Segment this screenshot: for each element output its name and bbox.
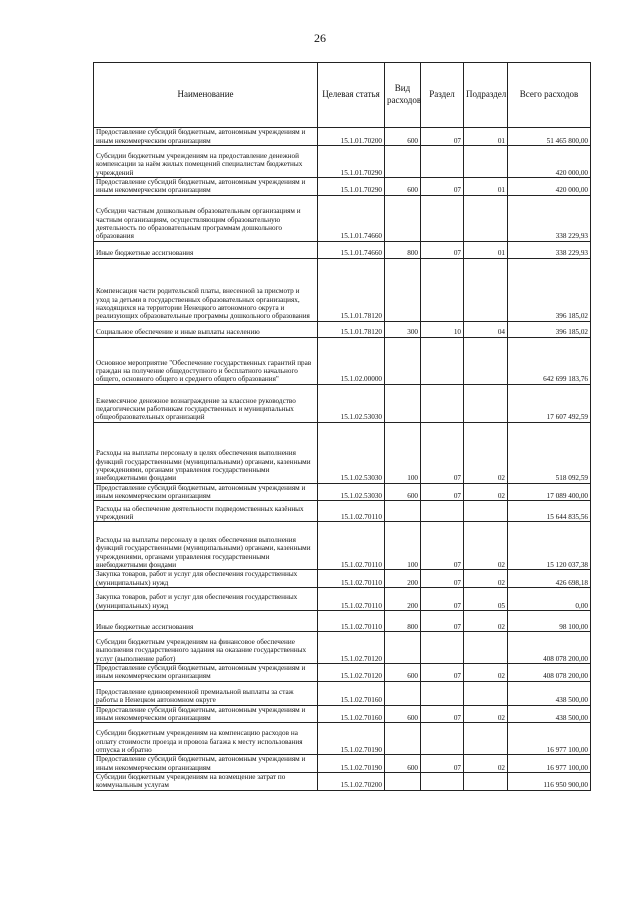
- table-row: [94, 632, 591, 664]
- row-total: 338 229,93: [508, 241, 591, 258]
- row-subsection: [464, 384, 508, 422]
- row-target-article: 15.1.02.70160: [318, 705, 385, 723]
- row-name: Субсидии бюджетным учреждениям на предоставление денежной компенсации за наём жилых помещений специалистам бюджетных учреждений: [94, 146, 318, 178]
- table-row: [94, 321, 591, 337]
- row-expense-type: 600: [385, 128, 421, 146]
- row-section: [421, 195, 464, 241]
- row-target-article: 15.1.02.00000: [318, 337, 385, 384]
- header-total: Всего расходов: [508, 63, 591, 128]
- row-name: Субсидии бюджетным учреждениям на возмещение затрат по коммунальным услугам: [94, 773, 318, 791]
- row-subsection: 02: [464, 705, 508, 723]
- row-total: 338 229,93: [508, 195, 591, 241]
- row-total: 426 698,18: [508, 570, 591, 588]
- table-row: [94, 681, 591, 705]
- row-total: 15 644 835,56: [508, 501, 591, 522]
- row-subsection: 05: [464, 588, 508, 611]
- row-name: Основное мероприятие "Обеспечение государственных гарантий прав граждан на получение общедоступного и бесплатного начального общего, основного общего и среднего общего образования": [94, 337, 318, 384]
- row-section: [421, 723, 464, 755]
- row-expense-type: 100: [385, 422, 421, 483]
- table-row: [94, 146, 591, 178]
- row-name: Социальное обеспечение и иные выплаты населению: [94, 321, 318, 337]
- row-section: [421, 258, 464, 321]
- table-row: [94, 522, 591, 570]
- table-row: [94, 258, 591, 321]
- row-subsection: 02: [464, 664, 508, 682]
- row-subsection: 01: [464, 241, 508, 258]
- row-subsection: [464, 723, 508, 755]
- row-name: Предоставление субсидий бюджетным, автономным учреждениям и иным некоммерческим организациям: [94, 128, 318, 146]
- row-section: 07: [421, 483, 464, 501]
- row-name: Расходы на выплаты персоналу в целях обеспечения выполнения функций государственными (муниципальными) органами, казенными учреждениями, органами управления государственными внебюджетными фондами: [94, 522, 318, 570]
- row-expense-type: [385, 195, 421, 241]
- row-expense-type: [385, 773, 421, 791]
- row-target-article: 15.1.02.70110: [318, 501, 385, 522]
- row-total: 98 100,00: [508, 611, 591, 632]
- row-name: Предоставление субсидий бюджетным, автономным учреждениям и иным некоммерческим организациям: [94, 483, 318, 501]
- row-subsection: 02: [464, 570, 508, 588]
- row-name: Субсидии бюджетным учреждениям на финансовое обеспечение выполнения государственного задания на оказание государственных услуг (выполнение работ): [94, 632, 318, 664]
- row-section: 07: [421, 588, 464, 611]
- row-total: 16 977 100,00: [508, 755, 591, 773]
- row-section: [421, 632, 464, 664]
- table-row: [94, 570, 591, 588]
- row-section: 07: [421, 522, 464, 570]
- table-row: [94, 705, 591, 723]
- row-subsection: [464, 258, 508, 321]
- row-expense-type: [385, 501, 421, 522]
- table-row: [94, 422, 591, 483]
- row-subsection: [464, 632, 508, 664]
- row-section: [421, 384, 464, 422]
- row-name: Предоставление субсидий бюджетным, автономным учреждениям и иным некоммерческим организациям: [94, 705, 318, 723]
- row-target-article: 15.1.02.70110: [318, 522, 385, 570]
- header-section: Раздел: [421, 63, 464, 128]
- row-section: 07: [421, 611, 464, 632]
- row-target-article: 15.1.02.70200: [318, 773, 385, 791]
- row-name: Предоставление субсидий бюджетным, автономным учреждениям и иным некоммерческим организациям: [94, 178, 318, 196]
- row-total: 16 977 100,00: [508, 723, 591, 755]
- row-name: Субсидии частным дошкольным образовательным организациям и частным организациям, осуществляющим образовательную деятельность по образовательным программам дошкольного образования: [94, 195, 318, 241]
- row-total: 408 078 200,00: [508, 632, 591, 664]
- row-target-article: 15.1.01.78120: [318, 258, 385, 321]
- row-subsection: [464, 195, 508, 241]
- row-total: 438 500,00: [508, 705, 591, 723]
- row-name: Иные бюджетные ассигнования: [94, 611, 318, 632]
- row-subsection: 02: [464, 755, 508, 773]
- table-body: [94, 128, 591, 791]
- header-expense-type: Вид расходов: [385, 63, 421, 128]
- table-row: [94, 664, 591, 682]
- row-section: [421, 337, 464, 384]
- row-total: 15 120 037,38: [508, 522, 591, 570]
- row-target-article: 15.1.02.53030: [318, 384, 385, 422]
- row-total: 0,00: [508, 588, 591, 611]
- row-expense-type: 800: [385, 611, 421, 632]
- row-target-article: 15.1.02.70190: [318, 723, 385, 755]
- table-row: [94, 501, 591, 522]
- table-row: [94, 384, 591, 422]
- table-row: [94, 755, 591, 773]
- row-expense-type: [385, 146, 421, 178]
- page-number: 26: [314, 31, 326, 45]
- row-name: Иные бюджетные ассигнования: [94, 241, 318, 258]
- row-target-article: 15.1.02.70110: [318, 570, 385, 588]
- row-total: 518 092,59: [508, 422, 591, 483]
- row-section: 07: [421, 178, 464, 196]
- row-section: [421, 501, 464, 522]
- row-target-article: 15.1.02.70110: [318, 588, 385, 611]
- row-target-article: 15.1.02.53030: [318, 483, 385, 501]
- row-subsection: 01: [464, 128, 508, 146]
- row-expense-type: 200: [385, 570, 421, 588]
- row-expense-type: 600: [385, 483, 421, 501]
- row-subsection: [464, 681, 508, 705]
- row-expense-type: 300: [385, 321, 421, 337]
- row-subsection: [464, 337, 508, 384]
- row-section: 07: [421, 128, 464, 146]
- header-subsection: Подраздел: [464, 63, 508, 128]
- row-subsection: [464, 501, 508, 522]
- row-expense-type: 600: [385, 705, 421, 723]
- row-total: 420 000,00: [508, 178, 591, 196]
- row-expense-type: [385, 258, 421, 321]
- row-target-article: 15.1.01.78120: [318, 321, 385, 337]
- row-expense-type: [385, 681, 421, 705]
- row-name: Предоставление единовременной премиальной выплаты за стаж работы в Ненецком автономном округе: [94, 681, 318, 705]
- row-expense-type: 600: [385, 178, 421, 196]
- row-section: 07: [421, 705, 464, 723]
- row-subsection: 02: [464, 422, 508, 483]
- row-name: Расходы на обеспечение деятельности подведомственных казённых учреждений: [94, 501, 318, 522]
- row-name: Предоставление субсидий бюджетным, автономным учреждениям и иным некоммерческим организациям: [94, 755, 318, 773]
- row-name: Предоставление субсидий бюджетным, автономным учреждениям и иным некоммерческим организациям: [94, 664, 318, 682]
- row-total: 396 185,02: [508, 258, 591, 321]
- row-target-article: 15.1.01.70290: [318, 146, 385, 178]
- row-target-article: 15.1.01.70290: [318, 178, 385, 196]
- table-row: [94, 611, 591, 632]
- row-name: Закупка товаров, работ и услуг для обеспечения государственных (муниципальных) нужд: [94, 588, 318, 611]
- row-expense-type: 600: [385, 755, 421, 773]
- row-section: 07: [421, 570, 464, 588]
- row-name: Расходы на выплаты персоналу в целях обеспечения выполнения функций государственными (муниципальными) органами, казенными учреждениями, органами управления государственными внебюджетными фондами: [94, 422, 318, 483]
- row-target-article: 15.1.02.70190: [318, 755, 385, 773]
- row-target-article: 15.1.01.74660: [318, 195, 385, 241]
- row-subsection: 02: [464, 611, 508, 632]
- table-header-row: [94, 63, 591, 128]
- row-subsection: [464, 146, 508, 178]
- row-total: 51 465 800,00: [508, 128, 591, 146]
- row-subsection: 02: [464, 483, 508, 501]
- row-total: 17 607 492,59: [508, 384, 591, 422]
- row-total: 642 699 183,76: [508, 337, 591, 384]
- row-expense-type: [385, 723, 421, 755]
- row-expense-type: [385, 384, 421, 422]
- row-total: 116 950 900,00: [508, 773, 591, 791]
- row-section: [421, 773, 464, 791]
- row-section: 07: [421, 664, 464, 682]
- row-name: Ежемесячное денежное вознаграждение за классное руководство педагогическим работникам государственных и муниципальных общеобразовательных организаций: [94, 384, 318, 422]
- row-target-article: 15.1.02.53030: [318, 422, 385, 483]
- header-target-article: Целевая статья: [318, 63, 385, 128]
- row-subsection: [464, 773, 508, 791]
- row-target-article: 15.1.02.70120: [318, 664, 385, 682]
- row-section: 07: [421, 422, 464, 483]
- row-subsection: 04: [464, 321, 508, 337]
- row-section: 07: [421, 241, 464, 258]
- row-subsection: 01: [464, 178, 508, 196]
- row-total: 396 185,02: [508, 321, 591, 337]
- row-name: Компенсация части родительской платы, внесенной за присмотр и уход за детьми в государственных образовательных организациях, находящихся на территории Ненецкого автономного округа и реализующих образовательные программы дошкольного образования: [94, 258, 318, 321]
- table-row: [94, 195, 591, 241]
- row-name: Закупка товаров, работ и услуг для обеспечения государственных (муниципальных) нужд: [94, 570, 318, 588]
- row-expense-type: [385, 337, 421, 384]
- header-name: Наименование: [94, 63, 318, 128]
- table-row: [94, 337, 591, 384]
- row-name: Субсидии бюджетным учреждениям на компенсацию расходов на оплату стоимости проезда и провоза багажа к месту использования отпуска и обратно: [94, 723, 318, 755]
- row-total: 408 078 200,00: [508, 664, 591, 682]
- row-total: 420 000,00: [508, 146, 591, 178]
- table-row: [94, 483, 591, 501]
- row-expense-type: 100: [385, 522, 421, 570]
- row-target-article: 15.1.02.70110: [318, 611, 385, 632]
- row-target-article: 15.1.02.70160: [318, 681, 385, 705]
- row-section: [421, 681, 464, 705]
- row-target-article: 15.1.02.70120: [318, 632, 385, 664]
- row-section: 07: [421, 755, 464, 773]
- row-subsection: 02: [464, 522, 508, 570]
- row-expense-type: 200: [385, 588, 421, 611]
- row-total: 17 089 400,00: [508, 483, 591, 501]
- row-target-article: 15.1.01.70200: [318, 128, 385, 146]
- row-section: [421, 146, 464, 178]
- table-row: [94, 128, 591, 146]
- table-row: [94, 773, 591, 791]
- row-target-article: 15.1.01.74660: [318, 241, 385, 258]
- row-expense-type: 800: [385, 241, 421, 258]
- table-row: [94, 588, 591, 611]
- table-row: [94, 241, 591, 258]
- row-total: 438 500,00: [508, 681, 591, 705]
- row-expense-type: 600: [385, 664, 421, 682]
- table-row: [94, 723, 591, 755]
- row-expense-type: [385, 632, 421, 664]
- row-section: 10: [421, 321, 464, 337]
- table-row: [94, 178, 591, 196]
- budget-table: [93, 62, 591, 791]
